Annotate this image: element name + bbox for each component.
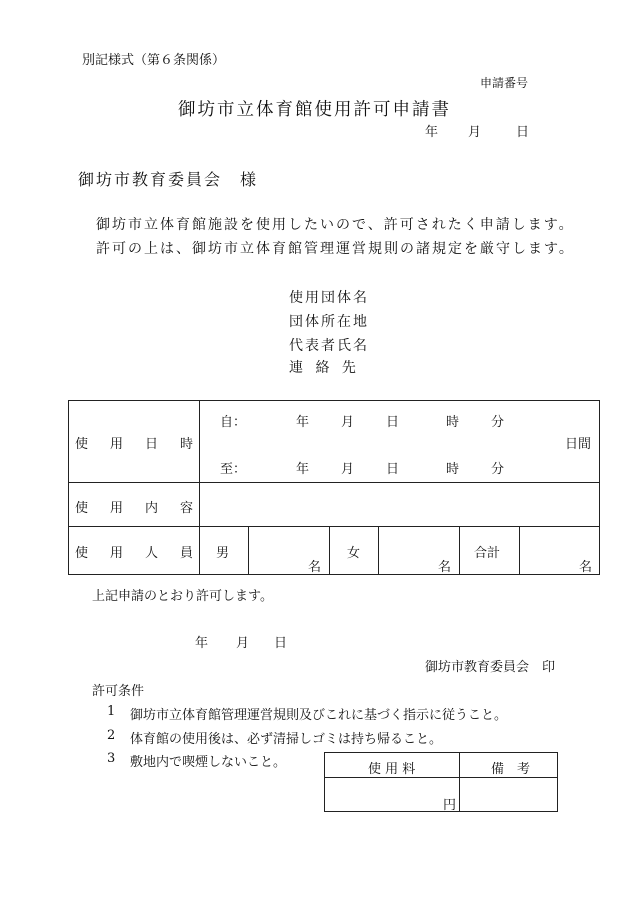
- days-label: 日間: [565, 437, 592, 452]
- condition-3-text: 敷地内で喫煙しないこと。: [130, 755, 287, 770]
- date-month: 月: [468, 125, 482, 140]
- applicant-address-label: 団体所在地: [289, 314, 369, 330]
- male-label: 男: [216, 546, 230, 561]
- application-number-label: 申請番号: [480, 76, 529, 90]
- to-month: 月: [341, 462, 355, 477]
- condition-2-number: 2: [107, 728, 116, 743]
- date-day: 日: [516, 125, 530, 140]
- approval-month: 月: [236, 636, 250, 651]
- condition-1-number: 1: [107, 704, 116, 719]
- female-label: 女: [347, 546, 361, 561]
- to-year: 年: [296, 462, 310, 477]
- intro-line-1: 御坊市立体育館施設を使用したいので、許可されたく申請します。: [96, 217, 575, 233]
- total-label: 合計: [474, 546, 501, 561]
- page-title: 御坊市立体育館使用許可申請書: [178, 100, 451, 120]
- female-unit: 名: [438, 560, 452, 575]
- usage-content-label: 使用内容: [75, 501, 216, 516]
- addressee: 御坊市教育委員会 様: [78, 170, 259, 189]
- applicant-representative-label: 代表者氏名: [289, 338, 369, 354]
- from-year: 年: [296, 415, 310, 430]
- approval-day: 日: [274, 636, 288, 651]
- intro-line-2: 許可の上は、御坊市立体育館管理運営規則の諸規定を厳守します。: [96, 241, 575, 257]
- to-day: 日: [386, 462, 400, 477]
- from-day: 日: [386, 415, 400, 430]
- fee-label: 使 用 料: [368, 762, 416, 777]
- applicant-contact-label: 連 絡 先: [289, 360, 360, 376]
- to-hour: 時: [446, 462, 460, 477]
- usage-datetime-label: 使用日時: [75, 437, 216, 452]
- to-minute: 分: [491, 462, 505, 477]
- condition-3-number: 3: [107, 751, 116, 766]
- approval-year: 年: [195, 636, 209, 651]
- approval-issuer: 御坊市教育委員会 印: [425, 660, 556, 675]
- from-label: 自：: [220, 415, 247, 430]
- from-minute: 分: [491, 415, 505, 430]
- total-unit: 名: [579, 560, 593, 575]
- fee-yen-unit: 円: [443, 798, 457, 813]
- date-year: 年: [425, 125, 439, 140]
- to-label: 至：: [220, 462, 247, 477]
- condition-2-text: 体育館の使用後は、必ず清掃しゴミは持ち帰ること。: [130, 732, 443, 747]
- from-hour: 時: [446, 415, 460, 430]
- applicant-group-name-label: 使用団体名: [289, 290, 369, 306]
- form-number-label: 別記様式（第６条関係）: [82, 53, 226, 68]
- condition-1-text: 御坊市立体育館管理運営規則及びこれに基づく指示に従うこと。: [130, 708, 508, 723]
- remarks-label: 備 考: [491, 762, 531, 777]
- approval-statement: 上記申請のとおり許可します。: [92, 589, 273, 604]
- attendees-label: 使用人員: [75, 546, 216, 561]
- from-month: 月: [341, 415, 355, 430]
- conditions-label: 許可条件: [92, 684, 145, 699]
- male-unit: 名: [308, 560, 322, 575]
